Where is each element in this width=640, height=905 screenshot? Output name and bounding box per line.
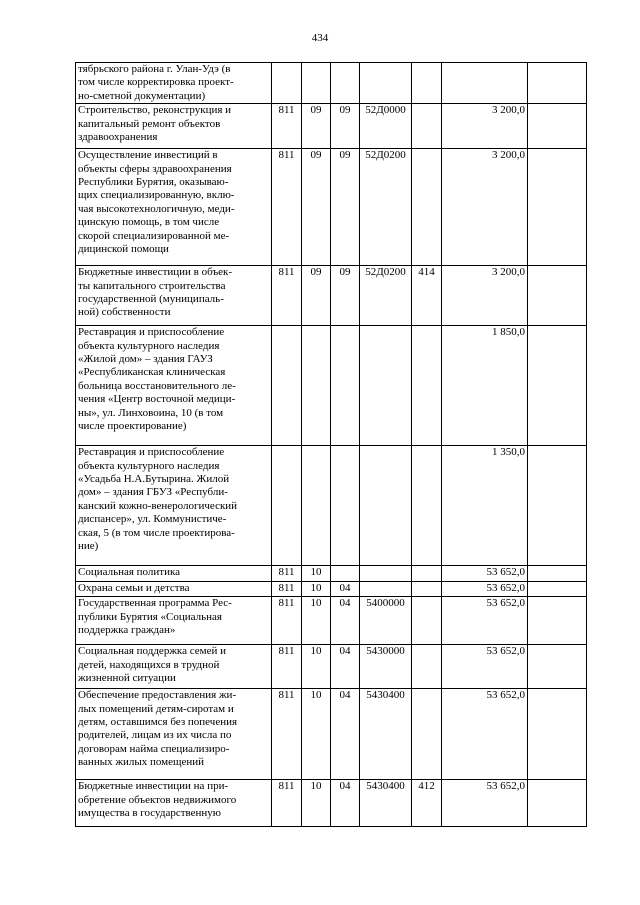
- cell-expense-type: [412, 446, 442, 566]
- cell-section: [302, 326, 331, 446]
- cell-expense-type: 412: [412, 780, 442, 827]
- cell-empty: [528, 266, 587, 326]
- cell-expense-type: [412, 149, 442, 266]
- cell-expense-type: [412, 566, 442, 582]
- cell-section: 09: [302, 266, 331, 326]
- cell-ministry: 811: [272, 582, 302, 597]
- cell-name: Реставрация и приспособление объекта культурного наследия «Жилой дом» – здания ГАУЗ «Республиканская клиническая больница восстановительного ле- чения «Центр восточной медици- ны», ул. Линховоина, 10 (в том числе проектирование): [76, 326, 272, 446]
- cell-target: 52Д0000: [360, 104, 412, 149]
- cell-amount: 3 200,0: [442, 104, 528, 149]
- cell-amount: 1 350,0: [442, 446, 528, 566]
- cell-empty: [528, 582, 587, 597]
- table-row: [76, 266, 587, 326]
- cell-amount: 1 850,0: [442, 326, 528, 446]
- cell-ministry: 811: [272, 266, 302, 326]
- cell-ministry: 811: [272, 780, 302, 827]
- cell-subsection: [331, 566, 360, 582]
- budget-table: [75, 62, 587, 827]
- cell-amount: 3 200,0: [442, 266, 528, 326]
- cell-name: Обеспечение предоставления жи- лых помещений детям-сиротам и детям, оставшимся без попечения родителей, лицам из их числа по договорам найма специализиро- ванных жилых помещений: [76, 689, 272, 780]
- cell-ministry: 811: [272, 104, 302, 149]
- cell-section: 10: [302, 780, 331, 827]
- cell-subsection: 09: [331, 266, 360, 326]
- cell-ministry: 811: [272, 689, 302, 780]
- cell-section: [302, 63, 331, 104]
- cell-amount: 53 652,0: [442, 597, 528, 645]
- cell-ministry: [272, 446, 302, 566]
- cell-subsection: [331, 326, 360, 446]
- cell-ministry: 811: [272, 645, 302, 689]
- cell-subsection: [331, 446, 360, 566]
- table-row: [76, 326, 587, 446]
- cell-section: 10: [302, 597, 331, 645]
- cell-expense-type: [412, 645, 442, 689]
- table-row: [76, 566, 587, 582]
- table-row: [76, 645, 587, 689]
- cell-target: 52Д0200: [360, 266, 412, 326]
- table-row: [76, 780, 587, 827]
- cell-section: 09: [302, 149, 331, 266]
- cell-expense-type: [412, 597, 442, 645]
- table-row: [76, 689, 587, 780]
- table-row: [76, 63, 587, 104]
- cell-subsection: 04: [331, 780, 360, 827]
- cell-subsection: 04: [331, 597, 360, 645]
- cell-section: 10: [302, 645, 331, 689]
- cell-amount: 53 652,0: [442, 645, 528, 689]
- cell-amount: [442, 63, 528, 104]
- cell-target: 5400000: [360, 597, 412, 645]
- cell-name: Строительство, реконструкция и капитальный ремонт объектов здравоохранения: [76, 104, 272, 149]
- cell-name: Реставрация и приспособление объекта культурного наследия «Усадьба Н.А.Бутырина. Жилой дом» – здания ГБУЗ «Республи- канский кожно-венерологический диспансер», ул. Коммунистиче- ская, 5 (в том числе проектирова- ние): [76, 446, 272, 566]
- cell-name: Социальная поддержка семей и детей, находящихся в трудной жизненной ситуации: [76, 645, 272, 689]
- cell-name: Бюджетные инвестиции в объек- ты капитального строительства государственной (муниципаль- ной) собственности: [76, 266, 272, 326]
- cell-expense-type: [412, 104, 442, 149]
- cell-empty: [528, 645, 587, 689]
- cell-expense-type: [412, 689, 442, 780]
- cell-ministry: 811: [272, 566, 302, 582]
- cell-empty: [528, 566, 587, 582]
- cell-section: 10: [302, 582, 331, 597]
- cell-section: 10: [302, 566, 331, 582]
- cell-empty: [528, 446, 587, 566]
- cell-amount: 53 652,0: [442, 689, 528, 780]
- cell-name: Осуществление инвестиций в объекты сферы здравоохранения Республики Бурятия, оказываю- щих специализированную, вклю- чая высокотехнологичную, меди- цинскую помощь, в том числе скорой специализированной ме- дицинской помощи: [76, 149, 272, 266]
- cell-empty: [528, 104, 587, 149]
- cell-section: 09: [302, 104, 331, 149]
- cell-amount: 53 652,0: [442, 566, 528, 582]
- cell-expense-type: [412, 326, 442, 446]
- cell-amount: 53 652,0: [442, 582, 528, 597]
- cell-target: [360, 63, 412, 104]
- cell-section: 10: [302, 689, 331, 780]
- cell-amount: 3 200,0: [442, 149, 528, 266]
- cell-name: Государственная программа Рес- публики Бурятия «Социальная поддержка граждан»: [76, 597, 272, 645]
- cell-target: 5430400: [360, 689, 412, 780]
- cell-empty: [528, 689, 587, 780]
- cell-ministry: 811: [272, 149, 302, 266]
- cell-target: [360, 326, 412, 446]
- cell-empty: [528, 63, 587, 104]
- cell-subsection: 09: [331, 104, 360, 149]
- cell-expense-type: [412, 63, 442, 104]
- table-row: [76, 597, 587, 645]
- cell-subsection: [331, 63, 360, 104]
- cell-empty: [528, 326, 587, 446]
- cell-expense-type: [412, 582, 442, 597]
- cell-name: Социальная политика: [76, 566, 272, 582]
- cell-section: [302, 446, 331, 566]
- page-number: 434: [311, 32, 329, 44]
- cell-name: тябрьского района г. Улан-Удэ (в том числе корректировка проект- но-сметной документации): [76, 63, 272, 104]
- cell-ministry: 811: [272, 597, 302, 645]
- cell-target: [360, 566, 412, 582]
- cell-expense-type: 414: [412, 266, 442, 326]
- cell-name: Бюджетные инвестиции на при- обретение объектов недвижимого имущества в государственную: [76, 780, 272, 827]
- cell-subsection: 09: [331, 149, 360, 266]
- table-row: [76, 582, 587, 597]
- cell-subsection: 04: [331, 689, 360, 780]
- cell-target: [360, 446, 412, 566]
- table-row: [76, 446, 587, 566]
- table-row: [76, 104, 587, 149]
- cell-ministry: [272, 63, 302, 104]
- cell-empty: [528, 149, 587, 266]
- cell-name: Охрана семьи и детства: [76, 582, 272, 597]
- cell-target: 5430000: [360, 645, 412, 689]
- cell-empty: [528, 597, 587, 645]
- cell-subsection: 04: [331, 645, 360, 689]
- cell-ministry: [272, 326, 302, 446]
- table-row: [76, 149, 587, 266]
- cell-target: 52Д0200: [360, 149, 412, 266]
- cell-target: 5430400: [360, 780, 412, 827]
- cell-subsection: 04: [331, 582, 360, 597]
- cell-empty: [528, 780, 587, 827]
- cell-target: [360, 582, 412, 597]
- cell-amount: 53 652,0: [442, 780, 528, 827]
